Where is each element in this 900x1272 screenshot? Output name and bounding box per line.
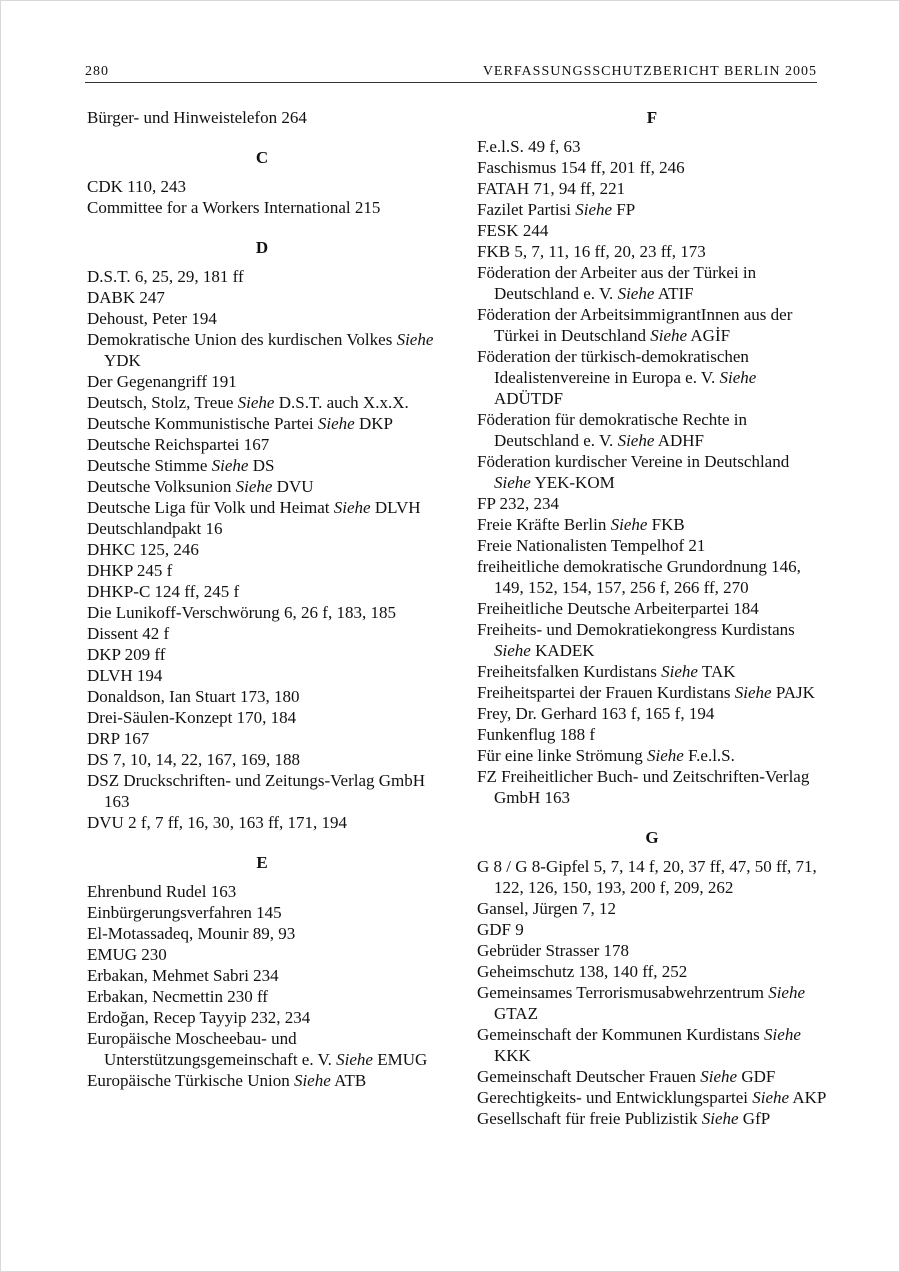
entry-term: Erdoğan, Recep Tayyip 232, 234: [87, 1008, 311, 1027]
index-entry: [477, 199, 827, 220]
entry-term: FESK 244: [477, 221, 549, 240]
entry-term: Gebrüder Strasser 178: [477, 941, 630, 960]
index-entry: [87, 371, 437, 392]
cross-reference: EMUG: [377, 1050, 428, 1069]
index-entry: [477, 514, 827, 535]
entry-term: Deutsch, Stolz, Treue: [87, 393, 238, 412]
cross-reference: FKB: [651, 515, 685, 534]
siehe-label: Siehe: [396, 330, 434, 349]
index-entry: [477, 304, 827, 346]
entry-term: Einbürgerungsverfahren 145: [87, 903, 282, 922]
entry-term: Erbakan, Necmettin 230 ff: [87, 987, 268, 1006]
cross-reference: GTAZ: [494, 1004, 538, 1023]
entry-term: Die Lunikoff-Verschwörung 6, 26 f, 183, 185: [87, 603, 396, 622]
index-entry: [477, 1066, 827, 1087]
index-entry: [477, 262, 827, 304]
entry-term: Für eine linke Strömung: [477, 746, 647, 765]
siehe-label: Siehe: [211, 456, 249, 475]
index-entry: [87, 749, 437, 770]
siehe-label: Siehe: [752, 1088, 790, 1107]
index-entry: [477, 682, 827, 703]
siehe-label: Siehe: [235, 477, 273, 496]
section-letter: F: [646, 108, 658, 127]
index-entry: [87, 287, 437, 308]
cross-reference: AGİF: [690, 326, 731, 345]
entry-term: Committee for a Workers International 215: [87, 198, 381, 217]
entry-term: Dehoust, Peter 194: [87, 309, 217, 328]
entry-term: Der Gegenangriff 191: [87, 372, 237, 391]
index-entry: [87, 176, 437, 197]
index-entry: [477, 451, 827, 493]
index-entry: [87, 497, 437, 518]
entry-term: Geheimschutz 138, 140 ff, 252: [477, 962, 688, 981]
cross-reference: GfP: [742, 1109, 771, 1128]
entry-term: Freiheitsfalken Kurdistans: [477, 662, 662, 681]
cross-reference: KADEK: [535, 641, 595, 660]
entry-term: FP 232, 234: [477, 494, 560, 513]
entry-term: Faschismus 154 ff, 201 ff, 246: [477, 158, 685, 177]
entry-term: Föderation kurdischer Vereine in Deutschland: [477, 452, 790, 471]
entry-term: Donaldson, Ian Stuart 173, 180: [87, 687, 300, 706]
siehe-label: Siehe: [575, 200, 613, 219]
index-entry: [87, 707, 437, 728]
index-column-right: [477, 107, 827, 1129]
index-entry: [87, 686, 437, 707]
entry-term: F.e.l.S. 49 f, 63: [477, 137, 581, 156]
index-entry: [477, 556, 827, 598]
siehe-label: Siehe: [237, 393, 275, 412]
index-entry: [87, 1028, 437, 1070]
entry-term: Dissent 42 f: [87, 624, 170, 643]
index-column-left: [87, 107, 437, 1091]
index-entry: [87, 728, 437, 749]
page-number: 280: [85, 64, 109, 79]
index-entry: [87, 1007, 437, 1028]
index-entry: [87, 560, 437, 581]
siehe-label: Siehe: [768, 983, 806, 1002]
entry-term: Deutsche Reichspartei 167: [87, 435, 270, 454]
index-entry: [477, 982, 827, 1024]
entry-term: Funkenflug 188 f: [477, 725, 596, 744]
entry-term: Föderation der ArbeitsimmigrantInnen aus der Türkei in Deutschland: [477, 305, 793, 345]
index-entry: [477, 940, 827, 961]
entry-term: DLVH 194: [87, 666, 163, 685]
entry-term: DS 7, 10, 14, 22, 167, 169, 188: [87, 750, 300, 769]
entry-term: Föderation der türkisch-demokratischen Idealistenvereine in Europa e. V.: [477, 347, 749, 387]
cross-reference: DLVH: [374, 498, 421, 517]
entry-term: Drei-Säulen-Konzept 170, 184: [87, 708, 297, 727]
section-letter: D: [255, 238, 269, 257]
index-entry: [477, 136, 827, 157]
entry-term: Freie Nationalisten Tempelhof 21: [477, 536, 706, 555]
index-entry: [87, 197, 437, 218]
siehe-label: Siehe: [719, 368, 757, 387]
entry-term: Freiheitspartei der Frauen Kurdistans: [477, 683, 735, 702]
siehe-label: Siehe: [617, 284, 655, 303]
index-entry: [87, 476, 437, 497]
index-entry: [87, 413, 437, 434]
siehe-label: Siehe: [317, 414, 355, 433]
entry-term: Bürger- und Hinweistelefon 264: [87, 108, 307, 127]
cross-reference: AKP: [792, 1088, 827, 1107]
entry-term: Europäische Moscheebau- und Unterstützungsgemeinschaft e. V.: [87, 1029, 337, 1069]
siehe-label: Siehe: [764, 1025, 801, 1044]
index-entry: [87, 812, 437, 833]
entry-term: EMUG 230: [87, 945, 167, 964]
index-entry: [477, 178, 827, 199]
cross-reference: DKP: [358, 414, 393, 433]
index-entry: [87, 539, 437, 560]
entry-term: Gesellschaft für freie Publizistik: [477, 1109, 702, 1128]
entry-term: Freie Kräfte Berlin: [477, 515, 611, 534]
cross-reference: DVU: [276, 477, 314, 496]
index-entry: [87, 881, 437, 902]
entry-term: Gansel, Jürgen 7, 12: [477, 899, 616, 918]
entry-term: DKP 209 ff: [87, 645, 166, 664]
index-entry: [477, 409, 827, 451]
entry-term: Europäische Türkische Union: [87, 1071, 294, 1090]
entry-term: Demokratische Union des kurdischen Volkes: [87, 330, 397, 349]
index-entry: [87, 455, 437, 476]
siehe-label: Siehe: [661, 662, 698, 681]
cross-reference: DS: [252, 456, 275, 475]
cross-reference: KKK: [494, 1046, 531, 1065]
index-entry: [87, 944, 437, 965]
siehe-label: Siehe: [700, 1067, 738, 1086]
siehe-label: Siehe: [610, 515, 648, 534]
index-entry: [477, 856, 827, 898]
entry-term: Deutsche Stimme: [87, 456, 212, 475]
siehe-label: Siehe: [650, 326, 688, 345]
index-entry: [87, 986, 437, 1007]
cross-reference: TAK: [701, 662, 736, 681]
index-entry: [87, 902, 437, 923]
entry-term: DSZ Druckschriften- und Zeitungs-Verlag GmbH 163: [87, 771, 426, 811]
cross-reference: D.S.T. auch X.x.X.: [278, 393, 409, 412]
siehe-label: Siehe: [701, 1109, 739, 1128]
entry-term: DHKC 125, 246: [87, 540, 199, 559]
entry-term: Gemeinschaft der Kommunen Kurdistans: [477, 1025, 765, 1044]
index-entry: [87, 308, 437, 329]
cross-reference: ATB: [334, 1071, 367, 1090]
entry-term: Gemeinschaft Deutscher Frauen: [477, 1067, 701, 1086]
index-entry: [477, 898, 827, 919]
entry-term: Deutsche Liga für Volk und Heimat: [87, 498, 334, 517]
siehe-label: Siehe: [617, 431, 655, 450]
index-entry: [477, 619, 827, 661]
entry-term: FZ Freiheitlicher Buch- und Zeitschriften-Verlag GmbH 163: [477, 767, 810, 807]
cross-reference: ADÜTDF: [494, 389, 563, 408]
entry-term: Föderation der Arbeiter aus der Türkei in Deutschland e. V.: [477, 263, 757, 303]
index-entry: [477, 535, 827, 556]
entry-term: FKB 5, 7, 11, 16 ff, 20, 23 ff, 173: [477, 242, 706, 261]
entry-term: Föderation für demokratische Rechte in Deutschland e. V.: [477, 410, 748, 450]
cross-reference: ADHF: [657, 431, 704, 450]
index-entry: [477, 1108, 827, 1129]
index-entry: [87, 665, 437, 686]
entry-term: DABK 247: [87, 288, 165, 307]
section-letter: C: [255, 148, 269, 167]
index-entry: [87, 1070, 437, 1091]
index-entry: [477, 745, 827, 766]
index-entry: [87, 329, 437, 371]
index-entry: [87, 581, 437, 602]
entry-term: Erbakan, Mehmet Sabri 234: [87, 966, 279, 985]
index-entry: [477, 493, 827, 514]
entry-term: Deutsche Volksunion: [87, 477, 236, 496]
entry-term: Gemeinsames Terrorismusabwehrzentrum: [477, 983, 769, 1002]
index-entry: [477, 961, 827, 982]
cross-reference: YDK: [104, 351, 141, 370]
index-entry: [87, 266, 437, 287]
index-entry: [87, 623, 437, 644]
index-entry: [477, 220, 827, 241]
siehe-label: Siehe: [494, 641, 531, 660]
cross-reference: PAJK: [775, 683, 815, 702]
running-title: VERFASSUNGSSCHUTZBERICHT BERLIN 2005: [482, 64, 817, 79]
cross-reference: YEK-KOM: [534, 473, 615, 492]
siehe-label: Siehe: [494, 473, 531, 492]
index-entry: [477, 919, 827, 940]
index-entry: [477, 598, 827, 619]
cross-reference: F.e.l.S.: [688, 746, 735, 765]
index-entry: [87, 923, 437, 944]
siehe-label: Siehe: [646, 746, 684, 765]
entry-term: DHKP-C 124 ff, 245 f: [87, 582, 240, 601]
index-entry: [87, 518, 437, 539]
section-letter: G: [645, 828, 659, 847]
entry-term: Gerechtigkeits- und Entwicklungspartei: [477, 1088, 753, 1107]
entry-term: Fazilet Partisi: [477, 200, 576, 219]
entry-term: GDF 9: [477, 920, 524, 939]
index-entry: [477, 346, 827, 409]
entry-term: Freiheits- und Demokratiekongress Kurdistans: [477, 620, 795, 639]
index-entry: [477, 1024, 827, 1066]
entry-term: Deutsche Kommunistische Partei: [87, 414, 318, 433]
entry-term: freiheitliche demokratische Grundordnung 146, 149, 152, 154, 157, 256 f, 266 ff, 270: [477, 557, 801, 597]
index-entry: [87, 644, 437, 665]
cross-reference: GDF: [741, 1067, 776, 1086]
entry-term: Deutschlandpakt 16: [87, 519, 223, 538]
entry-term: DHKP 245 f: [87, 561, 173, 580]
entry-term: El-Motassadeq, Mounir 89, 93: [87, 924, 296, 943]
index-entry: [477, 157, 827, 178]
entry-term: DRP 167: [87, 729, 150, 748]
siehe-label: Siehe: [336, 1050, 373, 1069]
entry-term: D.S.T. 6, 25, 29, 181 ff: [87, 267, 244, 286]
index-entry: [87, 107, 437, 128]
entry-term: G 8 / G 8-Gipfel 5, 7, 14 f, 20, 37 ff, 47, 50 ff, 71, 122, 126, 150, 193, 200 f, 209, 262: [477, 857, 817, 897]
entry-term: FATAH 71, 94 ff, 221: [477, 179, 626, 198]
entry-term: DVU 2 f, 7 ff, 16, 30, 163 ff, 171, 194: [87, 813, 348, 832]
entry-term: Freiheitliche Deutsche Arbeiterpartei 184: [477, 599, 759, 618]
index-entry: [87, 770, 437, 812]
page-header: [85, 64, 817, 83]
index-entry: [87, 965, 437, 986]
index-entry: [87, 602, 437, 623]
siehe-label: Siehe: [333, 498, 371, 517]
index-entry: [87, 392, 437, 413]
siehe-label: Siehe: [734, 683, 772, 702]
index-entry: [477, 241, 827, 262]
index-entry: [477, 766, 827, 808]
index-entry: [477, 1087, 827, 1108]
entry-term: Ehrenbund Rudel 163: [87, 882, 237, 901]
index-entry: [87, 434, 437, 455]
siehe-label: Siehe: [293, 1071, 331, 1090]
entry-term: CDK 110, 243: [87, 177, 187, 196]
cross-reference: FP: [616, 200, 636, 219]
section-letter: E: [256, 853, 268, 872]
index-entry: [477, 703, 827, 724]
cross-reference: ATIF: [657, 284, 694, 303]
index-entry: [477, 724, 827, 745]
index-entry: [477, 661, 827, 682]
entry-term: Frey, Dr. Gerhard 163 f, 165 f, 194: [477, 704, 715, 723]
